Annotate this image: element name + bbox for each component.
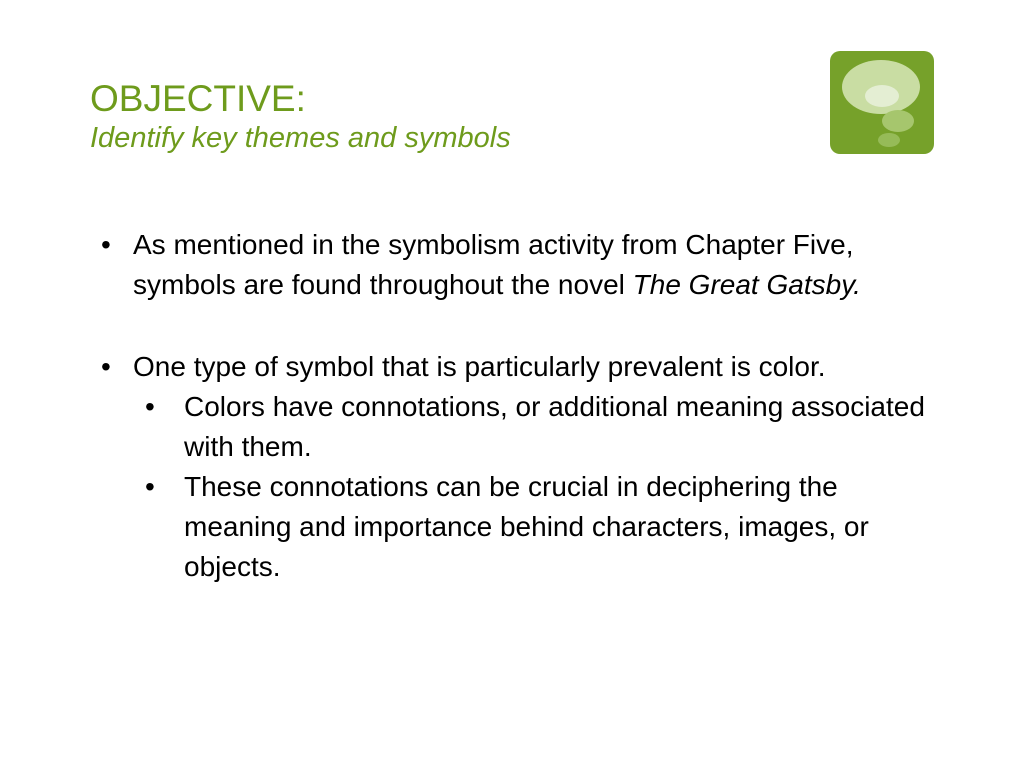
bullet-marker: • xyxy=(145,391,155,422)
bullet-text: As mentioned in the symbolism activity from Chapter Five, symbols are found throughout the novel xyxy=(133,229,854,300)
slide-title: OBJECTIVE: xyxy=(90,78,306,119)
title-block xyxy=(90,78,511,156)
bullet-marker: • xyxy=(145,471,155,502)
thought-bubble-icon xyxy=(830,51,934,154)
list-item xyxy=(0,225,1024,305)
list-item xyxy=(0,347,1024,387)
slide-subtitle: Identify key themes and symbols xyxy=(90,122,511,154)
book-title: The Great Gatsby. xyxy=(632,269,861,300)
bullet-marker: • xyxy=(101,351,111,382)
bullet-marker: • xyxy=(101,229,111,260)
sub-bullet-text: Colors have connotations, or additional meaning associated with them. xyxy=(184,391,925,462)
sub-list-item xyxy=(0,387,1024,467)
bullet-list xyxy=(0,225,1024,587)
bullet-text: One type of symbol that is particularly prevalent is color. xyxy=(133,351,826,382)
sub-list-item xyxy=(0,467,1024,587)
sub-bullet-text: These connotations can be crucial in deciphering the meaning and importance behind characters, images, or objects. xyxy=(184,471,869,582)
